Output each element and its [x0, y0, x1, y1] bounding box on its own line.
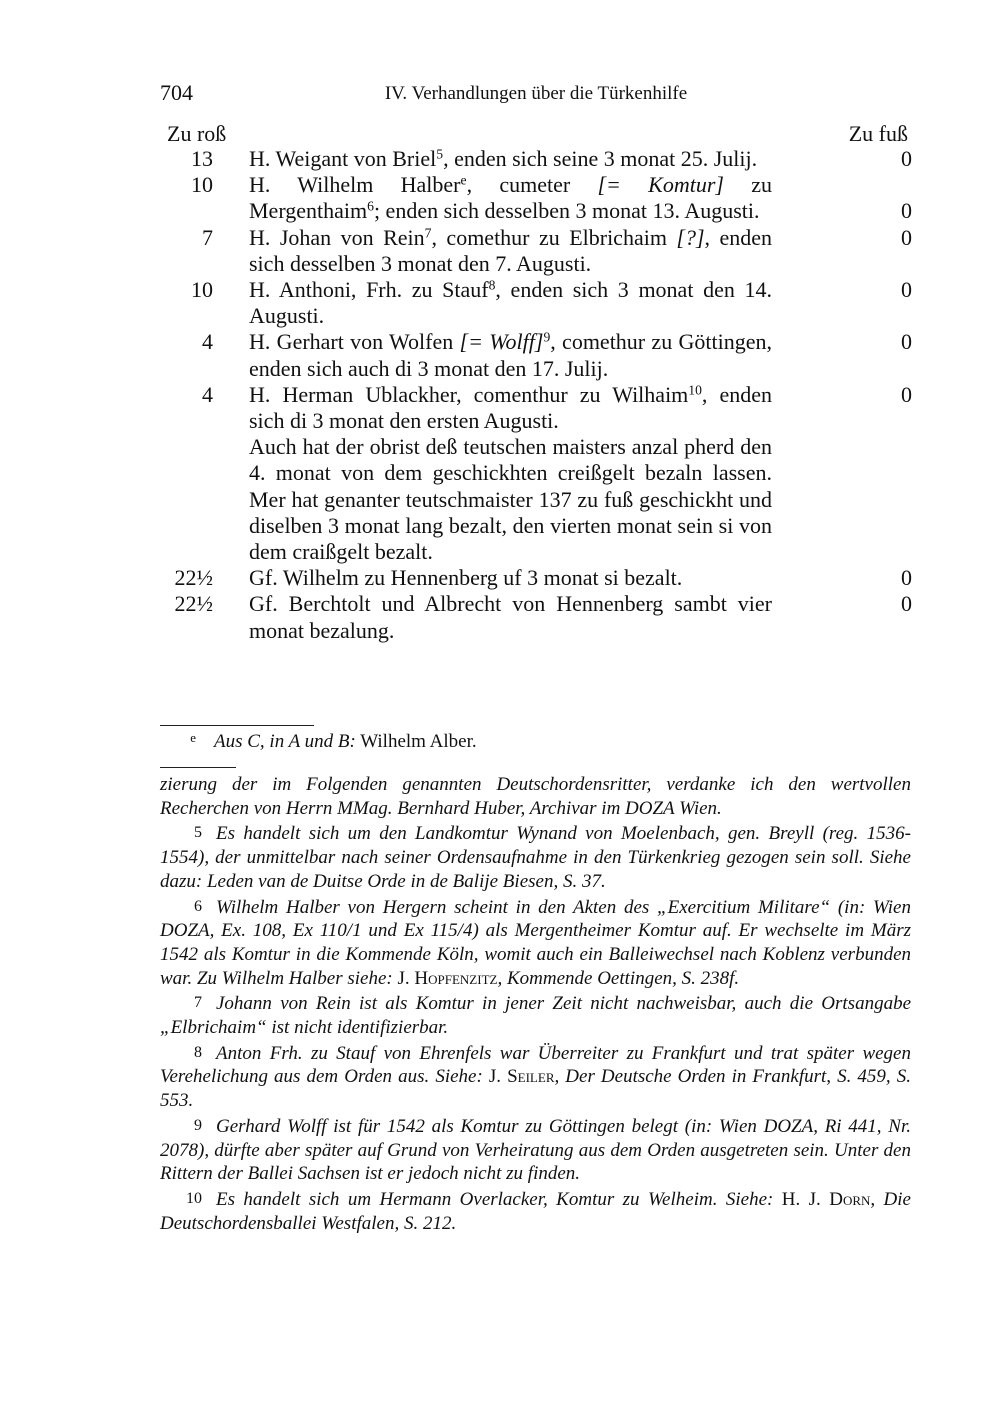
list-item: [160, 591, 912, 643]
fuss-count: 0: [901, 565, 912, 591]
footnote-8: 8 Anton Frh. zu Stauf von Ehrenfels war Überreiter zu Frankfurt und trat später wegen Verehelichung aus dem Orden aus. Siehe: J. Seiler, Der Deutsche Orden in Frankfurt, S. 459, S. 553.: [160, 1042, 911, 1112]
editorial-note: [?]: [676, 224, 705, 250]
footnote-ref: 10: [688, 382, 702, 398]
list-item: [160, 277, 912, 329]
fuss-count: 0: [901, 277, 912, 303]
entry-text: H. Gerhart von Wolfen [= Wolff]$^9$, comethur zu Göttingen, enden sich auch di 3 monat den 17. Julij.: [249, 329, 772, 381]
list-item: [160, 382, 912, 434]
page-number: 704: [160, 80, 193, 105]
footnote-ref: 9: [543, 329, 551, 345]
list-item: [160, 565, 912, 591]
entry-text: H. Weigant von Briel$^5$, enden sich seine 3 monat 25. Julij.: [249, 146, 758, 171]
critical-apparatus-note: [160, 730, 477, 753]
entry-text: H. Johan von Rein$^7$, comethur zu Elbrichaim [?], enden sich desselben 3 monat den 7. Augusti.: [249, 224, 773, 276]
author-name: Seiler: [507, 1066, 555, 1088]
footnote-5: 5 Es handelt sich um den Landkomtur Wynand von Moelenbach, gen. Breyll (reg. 1536-1554), der unmittelbar nach seiner Ordensaufnahme in den Türkenkrieg gezogen sein soll. Siehe dazu: Leden van de Duitse Orde in de Balije Biesen, S. 37.: [160, 823, 911, 892]
footnote-9: 9 Gerhard Wolff ist für 1542 als Komtur zu Göttingen belegt (in: Wien DOZA, Ri 441, Nr. 2078), dürfte aber später auf Grund von Verheiratung aus dem Orden ausgetreten sein. Unter den Rittern der Ballei Sachsen ist er jedoch nicht zu finden.: [160, 1115, 911, 1185]
note-marker: e: [190, 730, 196, 745]
footnote-ref: 5: [436, 146, 444, 162]
ross-count: 22½: [174, 591, 213, 617]
list-item: [160, 146, 912, 172]
list-item: [160, 172, 912, 224]
author-name: Hopfenzitz: [414, 967, 498, 989]
ross-count: 10: [191, 172, 213, 198]
ross-count: 4: [202, 381, 213, 407]
entry-text: H. Herman Ublackher, comenthur zu Wilhaim$^{10}$, enden sich di 3 monat den ersten Augusti.: [249, 381, 773, 434]
entry-list: [160, 146, 912, 644]
fuss-count: 0: [901, 591, 912, 617]
fuss-count: 0: [901, 329, 912, 355]
ross-count: 10: [191, 277, 213, 303]
column-header-zu-fuss: Zu fuß: [848, 121, 908, 146]
footnote-continued: zierung der im Folgenden genannten Deutschordensritter, verdanke ich den wertvollen Recherchen von Herrn MMag. Bernhard Huber, Archivar im DOZA Wien.: [160, 774, 911, 819]
fuss-count: 0: [901, 146, 912, 171]
note-text: Wilhelm Alber.: [355, 731, 477, 752]
editorial-note: [= Komtur]: [597, 172, 724, 198]
running-title: IV. Verhandlungen über die Türkenhilfe: [384, 83, 688, 104]
ross-count: 7: [202, 224, 213, 250]
footnote-10: 10 Es handelt sich um Hermann Overlacker, Komtur zu Welheim. Siehe: H. J. Dorn, Die Deutschordensballei Westfalen, S. 212.: [160, 1188, 911, 1234]
note-source: Aus C, in A und B:: [214, 731, 356, 752]
footnote-ref: 7: [424, 225, 432, 241]
footnote-ref: e: [460, 172, 467, 188]
footnote-divider: [160, 767, 236, 768]
entry-text: Gf. Wilhelm zu Hennenberg uf 3 monat si bezalt.: [249, 565, 683, 591]
footnote-ref: 8: [488, 277, 496, 293]
paragraph-text: Auch hat der obrist deß teutschen maisters anzal pherd den 4. monat von dem geschickhten creißgelt bezaln lassen. Mer hat genanter teutschmaister 137 zu fuß geschickht und diselben 3 monat lang bezalt, den vierten monat sein si von dem craißgelt bezalt.: [249, 434, 772, 565]
ross-count: 22½: [174, 565, 213, 591]
entry-text: Gf. Berchtolt und Albrecht von Hennenberg sambt vier monat bezalung.: [249, 591, 772, 643]
entry-text: H. Anthoni, Frh. zu Stauf$^8$, enden sich 3 monat den 14. Augusti.: [249, 277, 772, 329]
fuss-count: 0: [901, 381, 912, 407]
fuss-count: 0: [901, 198, 912, 224]
list-item: [160, 225, 912, 277]
footnote-6: 6 Wilhelm Halber von Hergern scheint in den Akten des „Exercitium Militare“ (in: Wien DOZA, Ex. 108, Ex 110/1 und Ex 115/4) als Mergentheimer Komtur auf. Er wechselte im März 1542 als Komtur in die Kommende Köln, womit auch ein Balleiwechsel nach Koblenz verbunden war. Zu Wilhelm Halber siehe: J. Hopfenzitz, Kommende Oettingen, S. 238f.: [160, 896, 911, 989]
editorial-note: [= Wolff]: [459, 329, 544, 355]
footnote-ref: 6: [367, 198, 374, 214]
footnote-7: 7 Johann von Rein ist als Komtur in jener Zeit nicht nachweisbar, auch die Ortsangabe „Elbrichaim“ ist nicht identifizierbar.: [160, 993, 911, 1039]
column-header-zu-ross: Zu roß: [167, 121, 227, 146]
list-item: [160, 329, 912, 381]
footnote-divider: [160, 725, 314, 726]
fuss-count: 0: [901, 224, 912, 250]
page-header: [160, 80, 912, 110]
entry-text: H. Wilhelm Halber$^e$, cumeter [= Komtur] zu Mergenthaim$^6$; enden sich desselben 3 monat 13. Augusti.: [249, 172, 772, 224]
ross-count: 13: [191, 146, 213, 171]
author-name: Dorn: [829, 1188, 871, 1210]
footnotes: [160, 773, 911, 1236]
ross-count: 4: [202, 329, 213, 355]
